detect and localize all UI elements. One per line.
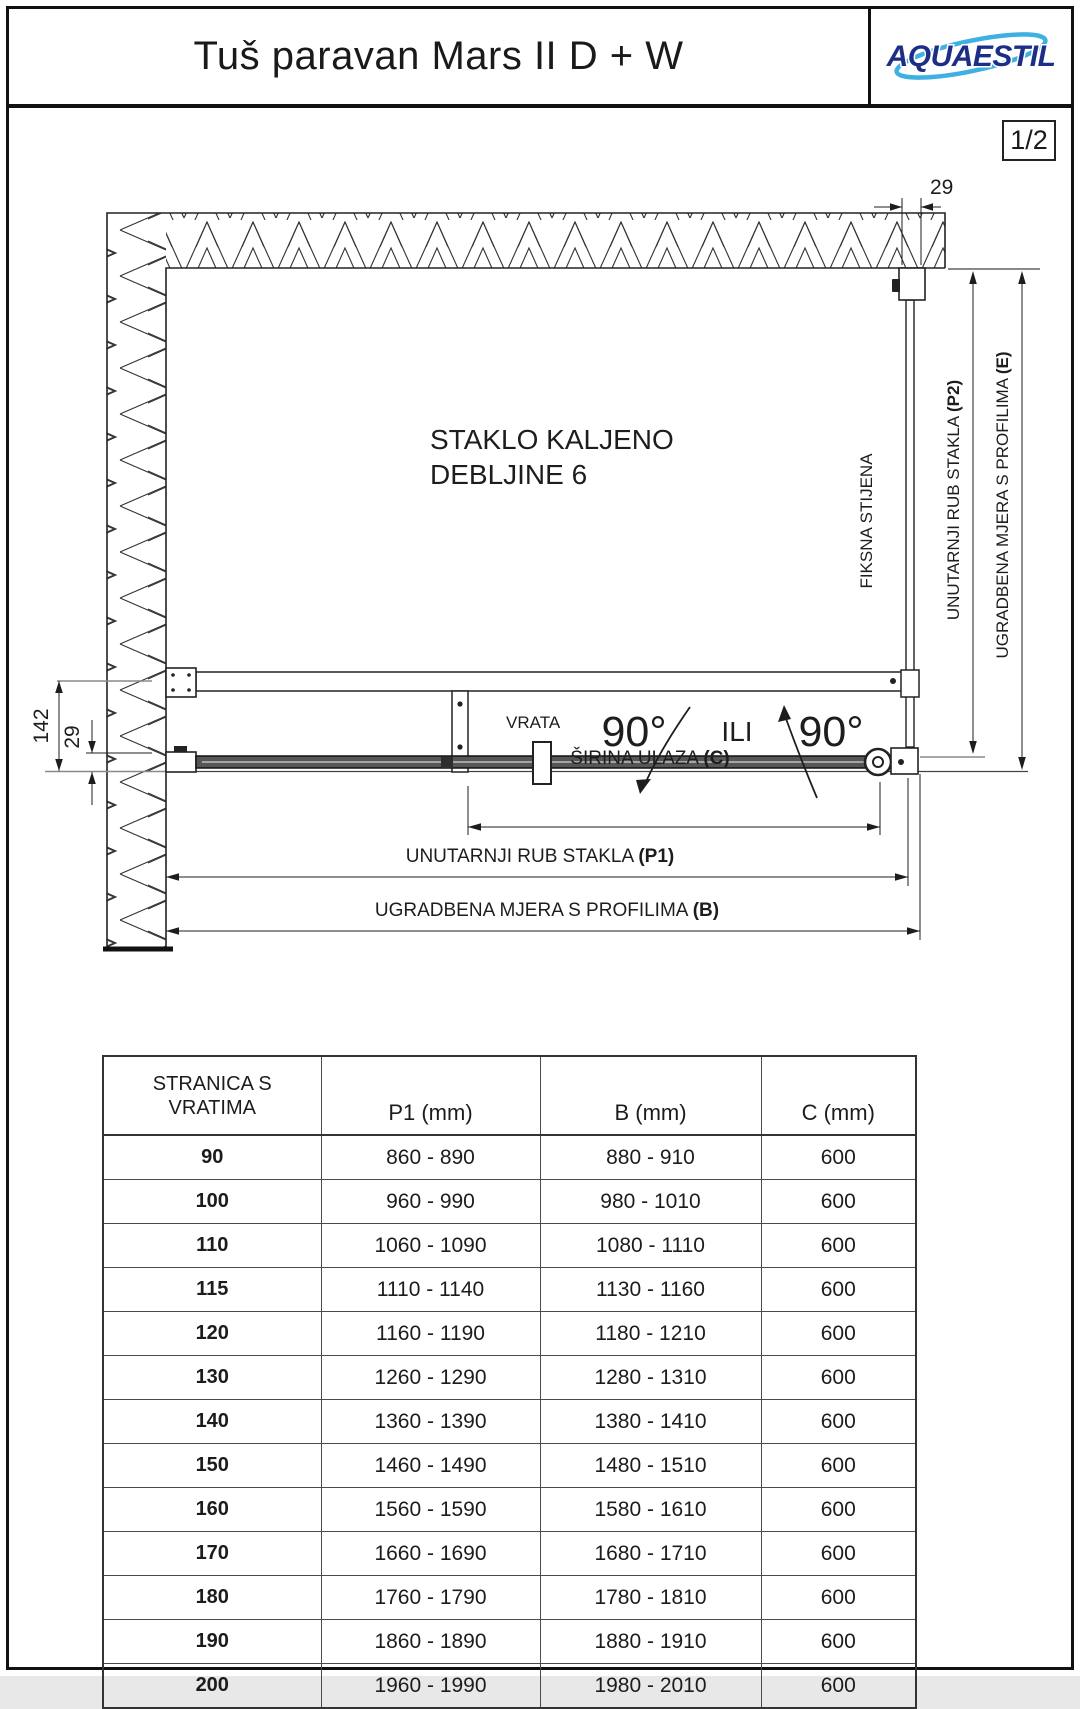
- cell-p1: 1460 - 1490: [321, 1444, 540, 1488]
- glass-top-profile: [899, 268, 925, 300]
- glass-note-line2: DEBLJINE 6: [430, 459, 588, 490]
- cell-c: 600: [761, 1532, 916, 1576]
- cell-b: 1480 - 1510: [540, 1444, 761, 1488]
- door-handle: [533, 742, 551, 784]
- table-row: [103, 1312, 916, 1356]
- dim-e: [1018, 271, 1026, 770]
- wall-hatching: [103, 213, 945, 949]
- cell-p1: 1960 - 1990: [321, 1664, 540, 1709]
- cell-b: 1130 - 1160: [540, 1268, 761, 1312]
- dim-p2-label: UNUTARNJI RUB STAKLA (P2): [944, 379, 963, 621]
- page-title: Tuš paravan Mars II D + W: [193, 34, 684, 78]
- cell-c: 600: [761, 1224, 916, 1268]
- pivot-bracket: [891, 748, 918, 774]
- size-table-body: [103, 1135, 916, 1708]
- cell-c: 600: [761, 1268, 916, 1312]
- cell-p1: 1110 - 1140: [321, 1268, 540, 1312]
- cell-size: 100: [103, 1180, 321, 1224]
- cell-p1: 1360 - 1390: [321, 1400, 540, 1444]
- glass-note-line1: STAKLO KALJENO: [430, 424, 674, 455]
- dim-p1: [166, 778, 908, 886]
- cell-c: 600: [761, 1312, 916, 1356]
- dim-c: [468, 782, 880, 835]
- cell-size: 160: [103, 1488, 321, 1532]
- cell-c: 600: [761, 1576, 916, 1620]
- support-bar-wall-bracket: [166, 668, 196, 697]
- table-row: [103, 1180, 916, 1224]
- support-bar-glass-bracket: [901, 670, 919, 697]
- cell-c: 600: [761, 1400, 916, 1444]
- cell-size: 140: [103, 1400, 321, 1444]
- table-row: [103, 1620, 916, 1664]
- cell-c: 600: [761, 1135, 916, 1180]
- cell-b: 1980 - 2010: [540, 1664, 761, 1709]
- table-row: [103, 1664, 916, 1709]
- door-label: VRATA: [506, 713, 561, 732]
- cell-size: 190: [103, 1620, 321, 1664]
- cell-size: 200: [103, 1664, 321, 1709]
- dim-e-label: UGRADBENA MJERA S PROFILIMA (E): [993, 351, 1012, 659]
- cell-p1: 1560 - 1590: [321, 1488, 540, 1532]
- cell-c: 600: [761, 1620, 916, 1664]
- cell-size: 150: [103, 1444, 321, 1488]
- cell-b: 980 - 1010: [540, 1180, 761, 1224]
- cell-b: 1780 - 1810: [540, 1576, 761, 1620]
- cell-b: 1380 - 1410: [540, 1400, 761, 1444]
- cell-p1: 1160 - 1190: [321, 1312, 540, 1356]
- cell-b: 1180 - 1210: [540, 1312, 761, 1356]
- dim-left-142-label: 142: [30, 708, 53, 744]
- table-row: [103, 1488, 916, 1532]
- size-table-header-row: [103, 1056, 916, 1135]
- cell-size: 180: [103, 1576, 321, 1620]
- swing-angle-right-label: 90°: [798, 708, 864, 756]
- cell-p1: 960 - 990: [321, 1180, 540, 1224]
- cell-c: 600: [761, 1356, 916, 1400]
- cell-c: 600: [761, 1664, 916, 1709]
- cell-p1: 860 - 890: [321, 1135, 540, 1180]
- cell-size: 115: [103, 1268, 321, 1312]
- rail-wall-bracket: [166, 752, 196, 772]
- support-bar: [166, 668, 919, 697]
- table-row: [103, 1356, 916, 1400]
- size-table: [102, 1055, 917, 1709]
- cell-c: 600: [761, 1444, 916, 1488]
- cell-b: 1080 - 1110: [540, 1224, 761, 1268]
- table-row: [103, 1135, 916, 1180]
- logo-text: AQUAESTIL: [886, 39, 1056, 73]
- table-row: [103, 1400, 916, 1444]
- page-number-badge: 1/2: [1002, 120, 1056, 161]
- cell-size: 170: [103, 1532, 321, 1576]
- cell-size: 90: [103, 1135, 321, 1180]
- dim-b-label: UGRADBENA MJERA S PROFILIMA (B): [374, 900, 720, 921]
- cell-p1: 1060 - 1090: [321, 1224, 540, 1268]
- dim-p1-label: UNUTARNJI RUB STAKLA (P1): [405, 846, 675, 867]
- swing-angle-left-label: 90°: [601, 708, 667, 756]
- dim-left-29-label: 29: [61, 725, 84, 749]
- col-header-c: C (mm): [761, 1056, 916, 1135]
- cell-p1: 1660 - 1690: [321, 1532, 540, 1576]
- dim-top-29-label: 29: [930, 176, 954, 199]
- table-row: [103, 1576, 916, 1620]
- col-header-b: B (mm): [540, 1056, 761, 1135]
- cell-c: 600: [761, 1180, 916, 1224]
- cell-p1: 1760 - 1790: [321, 1576, 540, 1620]
- cell-b: 880 - 910: [540, 1135, 761, 1180]
- dim-p2: [969, 271, 977, 754]
- table-row: [103, 1444, 916, 1488]
- cell-size: 110: [103, 1224, 321, 1268]
- cell-size: 120: [103, 1312, 321, 1356]
- cell-b: 1280 - 1310: [540, 1356, 761, 1400]
- cell-c: 600: [761, 1488, 916, 1532]
- profile-knob: [892, 279, 900, 292]
- fixed-panel-label: FIKSNA STIJENA: [857, 453, 876, 589]
- cell-p1: 1260 - 1290: [321, 1356, 540, 1400]
- or-label: ILI: [721, 716, 753, 747]
- cell-b: 1880 - 1910: [540, 1620, 761, 1664]
- col-header-side: STRANICA S VRATIMA: [103, 1056, 321, 1135]
- cell-b: 1680 - 1710: [540, 1532, 761, 1576]
- cell-size: 130: [103, 1356, 321, 1400]
- col-header-p1: P1 (mm): [321, 1056, 540, 1135]
- dim-c-label: ŠIRINA ULAZA (C): [570, 748, 730, 769]
- table-row: [103, 1268, 916, 1312]
- table-row: [103, 1224, 916, 1268]
- table-row: [103, 1532, 916, 1576]
- cell-p1: 1860 - 1890: [321, 1620, 540, 1664]
- cell-b: 1580 - 1610: [540, 1488, 761, 1532]
